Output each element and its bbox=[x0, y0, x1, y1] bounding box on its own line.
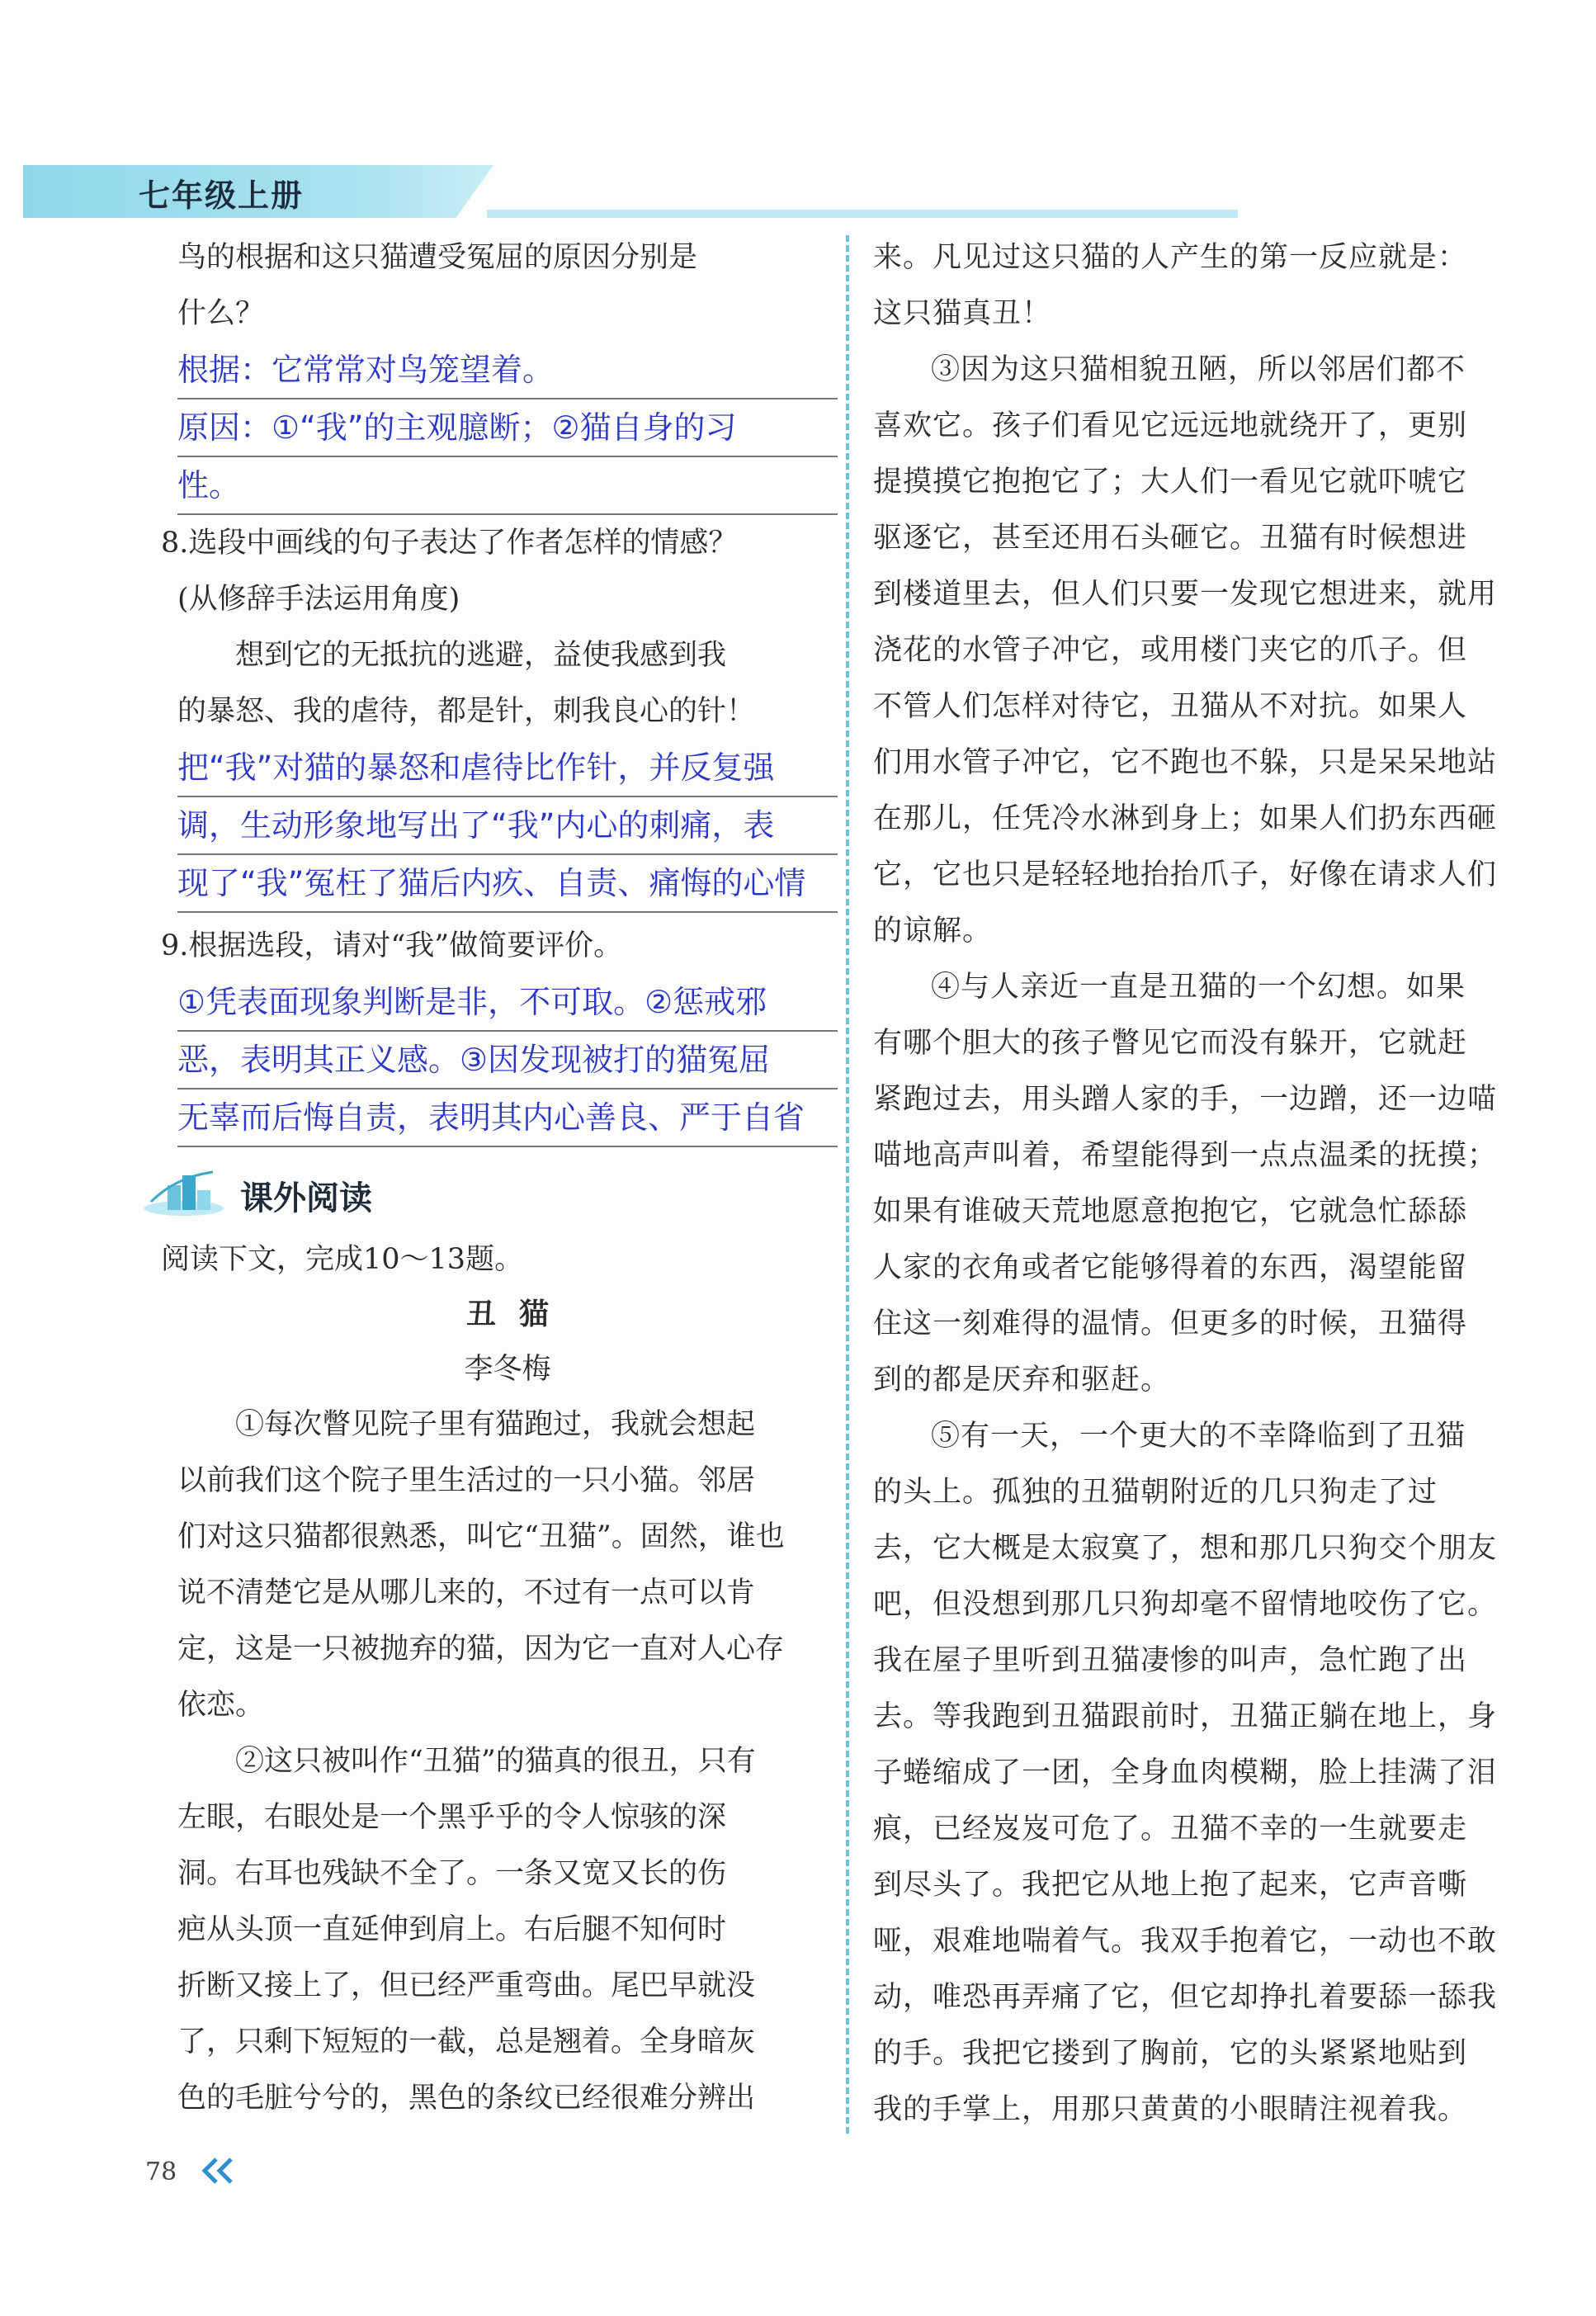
para-line: 以前我们这个院子里生活过的一只小猫。邻居 bbox=[177, 1464, 756, 1497]
answer-line: 恶，表明其正义感。③因发现被打的猫冤屈 bbox=[177, 1032, 838, 1089]
para-line: 痕，已经岌岌可危了。丑猫不幸的一生就要走 bbox=[873, 1813, 1468, 1846]
para-line: ③因为这只猫相貌丑陋，所以邻居们都不 bbox=[931, 353, 1466, 386]
q9-line: 9.根据选段，请对“我”做简要评价。 bbox=[161, 929, 623, 962]
para-line: 的手。我把它搂到了胸前，它的头紧紧地贴到 bbox=[873, 2037, 1468, 2070]
para-line: 浇花的水管子冲它，或用楼门夹它的爪子。但 bbox=[873, 634, 1468, 667]
answer-line: ①凭表面现象判断是非，不可取。②惩戒邪 bbox=[177, 974, 838, 1032]
para-line: 人家的衣角或者它能够得着的东西，渴望能留 bbox=[873, 1251, 1468, 1284]
para-line: 折断又接上了，但已经严重弯曲。尾巴早就没 bbox=[177, 1969, 756, 2002]
quote-line: 想到它的无抵抗的逃避，益使我感到我 bbox=[235, 639, 727, 672]
para-line: 洞。右耳也残缺不全了。一条又宽又长的伤 bbox=[177, 1857, 727, 1890]
answer-line: 无辜而后悔自责，表明其内心善良、严于自省 bbox=[177, 1089, 838, 1147]
para-line: 的谅解。 bbox=[873, 915, 993, 948]
para-line: 喜欢它。孩子们看见它远远地就绕开了，更别 bbox=[873, 409, 1468, 442]
answer-line: 根据：它常常对鸟笼望着。 bbox=[177, 342, 838, 399]
para-line: 不管人们怎样对待它，丑猫从不对抗。如果人 bbox=[873, 690, 1468, 723]
q8-line: 8.选段中画线的句子表达了作者怎样的情感？ bbox=[161, 527, 738, 560]
para-line: 如果有谁破天荒地愿意抱抱它，它就急忙舔舔 bbox=[873, 1195, 1468, 1228]
para-line: 住这一刻难得的温情。但更多的时候，丑猫得 bbox=[873, 1307, 1468, 1340]
para-line: ①每次瞥见院子里有猫跑过，我就会想起 bbox=[235, 1408, 756, 1441]
para-line: ④与人亲近一直是丑猫的一个幻想。如果 bbox=[931, 971, 1466, 1004]
para-line: 左眼，右眼处是一个黑乎乎的令人惊骇的深 bbox=[177, 1801, 727, 1834]
answer-line: 调，生动形象地写出了“我”内心的刺痛，表 bbox=[177, 797, 838, 855]
para-line: 去。等我跑到丑猫跟前时，丑猫正躺在地上，身 bbox=[873, 1700, 1498, 1733]
double-chevron-left-icon bbox=[198, 2156, 239, 2186]
para-line: 定，这是一只被抛弃的猫，因为它一直对人心存 bbox=[177, 1633, 785, 1666]
column-divider bbox=[846, 235, 849, 2134]
answer-line: 现了“我”冤枉了猫后内疚、自责、痛悔的心情 bbox=[177, 855, 838, 913]
para-line: 依恋。 bbox=[177, 1689, 265, 1722]
answer-line: 原因：①“我”的主观臆断；②猫自身的习 bbox=[177, 399, 838, 457]
para-line: 们用水管子冲它，它不跑也不躲，只是呆呆地站 bbox=[873, 746, 1498, 779]
para-line: 在那儿，任凭冷水淋到身上；如果人们扔东西砸 bbox=[873, 802, 1498, 835]
para-line: 提摸摸它抱抱它了；大人们一看见它就吓唬它 bbox=[873, 466, 1468, 499]
instruction: 阅读下文，完成10～13题。 bbox=[161, 1243, 524, 1276]
para-line: 来。凡见过这只猫的人产生的第一反应就是： bbox=[873, 241, 1468, 274]
left-column bbox=[161, 229, 838, 2126]
para-line: 哑，艰难地喘着气。我双手抱着它，一动也不敢 bbox=[873, 1925, 1498, 1958]
q7-line: 什么？ bbox=[177, 297, 265, 330]
q8-line: (从修辞手法运用角度) bbox=[177, 583, 460, 616]
section-title: 课外阅读 bbox=[240, 1179, 372, 1217]
right-column bbox=[873, 229, 1542, 2138]
para-line: ⑤有一天，一个更大的不幸降临到了丑猫 bbox=[931, 1420, 1466, 1453]
para-line: 这只猫真丑！ bbox=[873, 297, 1052, 330]
answer-line: 把“我”对猫的暴怒和虐待比作针，并反复强 bbox=[177, 740, 838, 797]
para-line: 到楼道里去，但人们只要一发现它想进来，就用 bbox=[873, 578, 1498, 611]
para-line: 吧，但没想到那几只狗却毫不留情地咬伤了它。 bbox=[873, 1588, 1498, 1621]
para-line: ②这只被叫作“丑猫”的猫真的很丑，只有 bbox=[235, 1745, 756, 1778]
para-line: 我在屋子里听到丑猫凄惨的叫声，急忙跑了出 bbox=[873, 1644, 1468, 1677]
q7-line: 鸟的根据和这只猫遭受冤屈的原因分别是 bbox=[177, 241, 698, 274]
para-line: 有哪个胆大的孩子瞥见它而没有躲开，它就赶 bbox=[873, 1027, 1468, 1060]
page-number: 78 bbox=[145, 2158, 177, 2186]
para-line: 我的手掌上，用那只黄黄的小眼睛注视着我。 bbox=[873, 2093, 1468, 2126]
para-line: 喵地高声叫着，希望能得到一点点温柔的抚摸； bbox=[873, 1139, 1498, 1172]
para-line: 去，它大概是太寂寞了，想和那几只狗交个朋友 bbox=[873, 1532, 1498, 1565]
para-line: 疤从头顶一直延伸到肩上。右后腿不知何时 bbox=[177, 1913, 727, 1946]
author: 李冬梅 bbox=[464, 1353, 551, 1386]
section-header bbox=[177, 1157, 838, 1231]
para-line: 驱逐它，甚至还用石头砸它。丑猫有时候想进 bbox=[873, 522, 1468, 555]
story-title: 丑猫 bbox=[465, 1297, 572, 1331]
para-line: 子蜷缩成了一团，全身血肉模糊，脸上挂满了泪 bbox=[873, 1756, 1498, 1789]
para-line: 紧跑过去，用头蹭人家的手，一边蹭，还一边喵 bbox=[873, 1083, 1498, 1116]
para-line: 们对这只猫都很熟悉，叫它“丑猫”。固然，谁也 bbox=[177, 1520, 785, 1553]
quote-line: 的暴怒、我的虐待，都是针，刺我良心的针！ bbox=[177, 695, 756, 728]
answer-line: 性。 bbox=[177, 457, 838, 515]
para-line: 的头上。孤独的丑猫朝附近的几只狗走了过 bbox=[873, 1476, 1438, 1509]
para-line: 到的都是厌弃和驱赶。 bbox=[873, 1364, 1171, 1397]
books-icon bbox=[143, 1169, 234, 1218]
para-line: 色的毛脏兮兮的，黑色的条纹已经很难分辨出 bbox=[177, 2082, 756, 2115]
para-line: 到尽头了。我把它从地上抱了起来，它声音嘶 bbox=[873, 1869, 1468, 1902]
para-line: 它，它也只是轻轻地抬抬爪子，好像在请求人们 bbox=[873, 858, 1498, 891]
para-line: 动，唯恐再弄痛了它，但它却挣扎着要舔一舔我 bbox=[873, 1981, 1498, 2014]
para-line: 了，只剩下短短的一截，总是翘着。全身暗灰 bbox=[177, 2025, 756, 2058]
header-rule bbox=[487, 210, 1238, 218]
grade-label: 七年级上册 bbox=[139, 177, 305, 214]
para-line: 说不清楚它是从哪儿来的，不过有一点可以肯 bbox=[177, 1576, 756, 1609]
